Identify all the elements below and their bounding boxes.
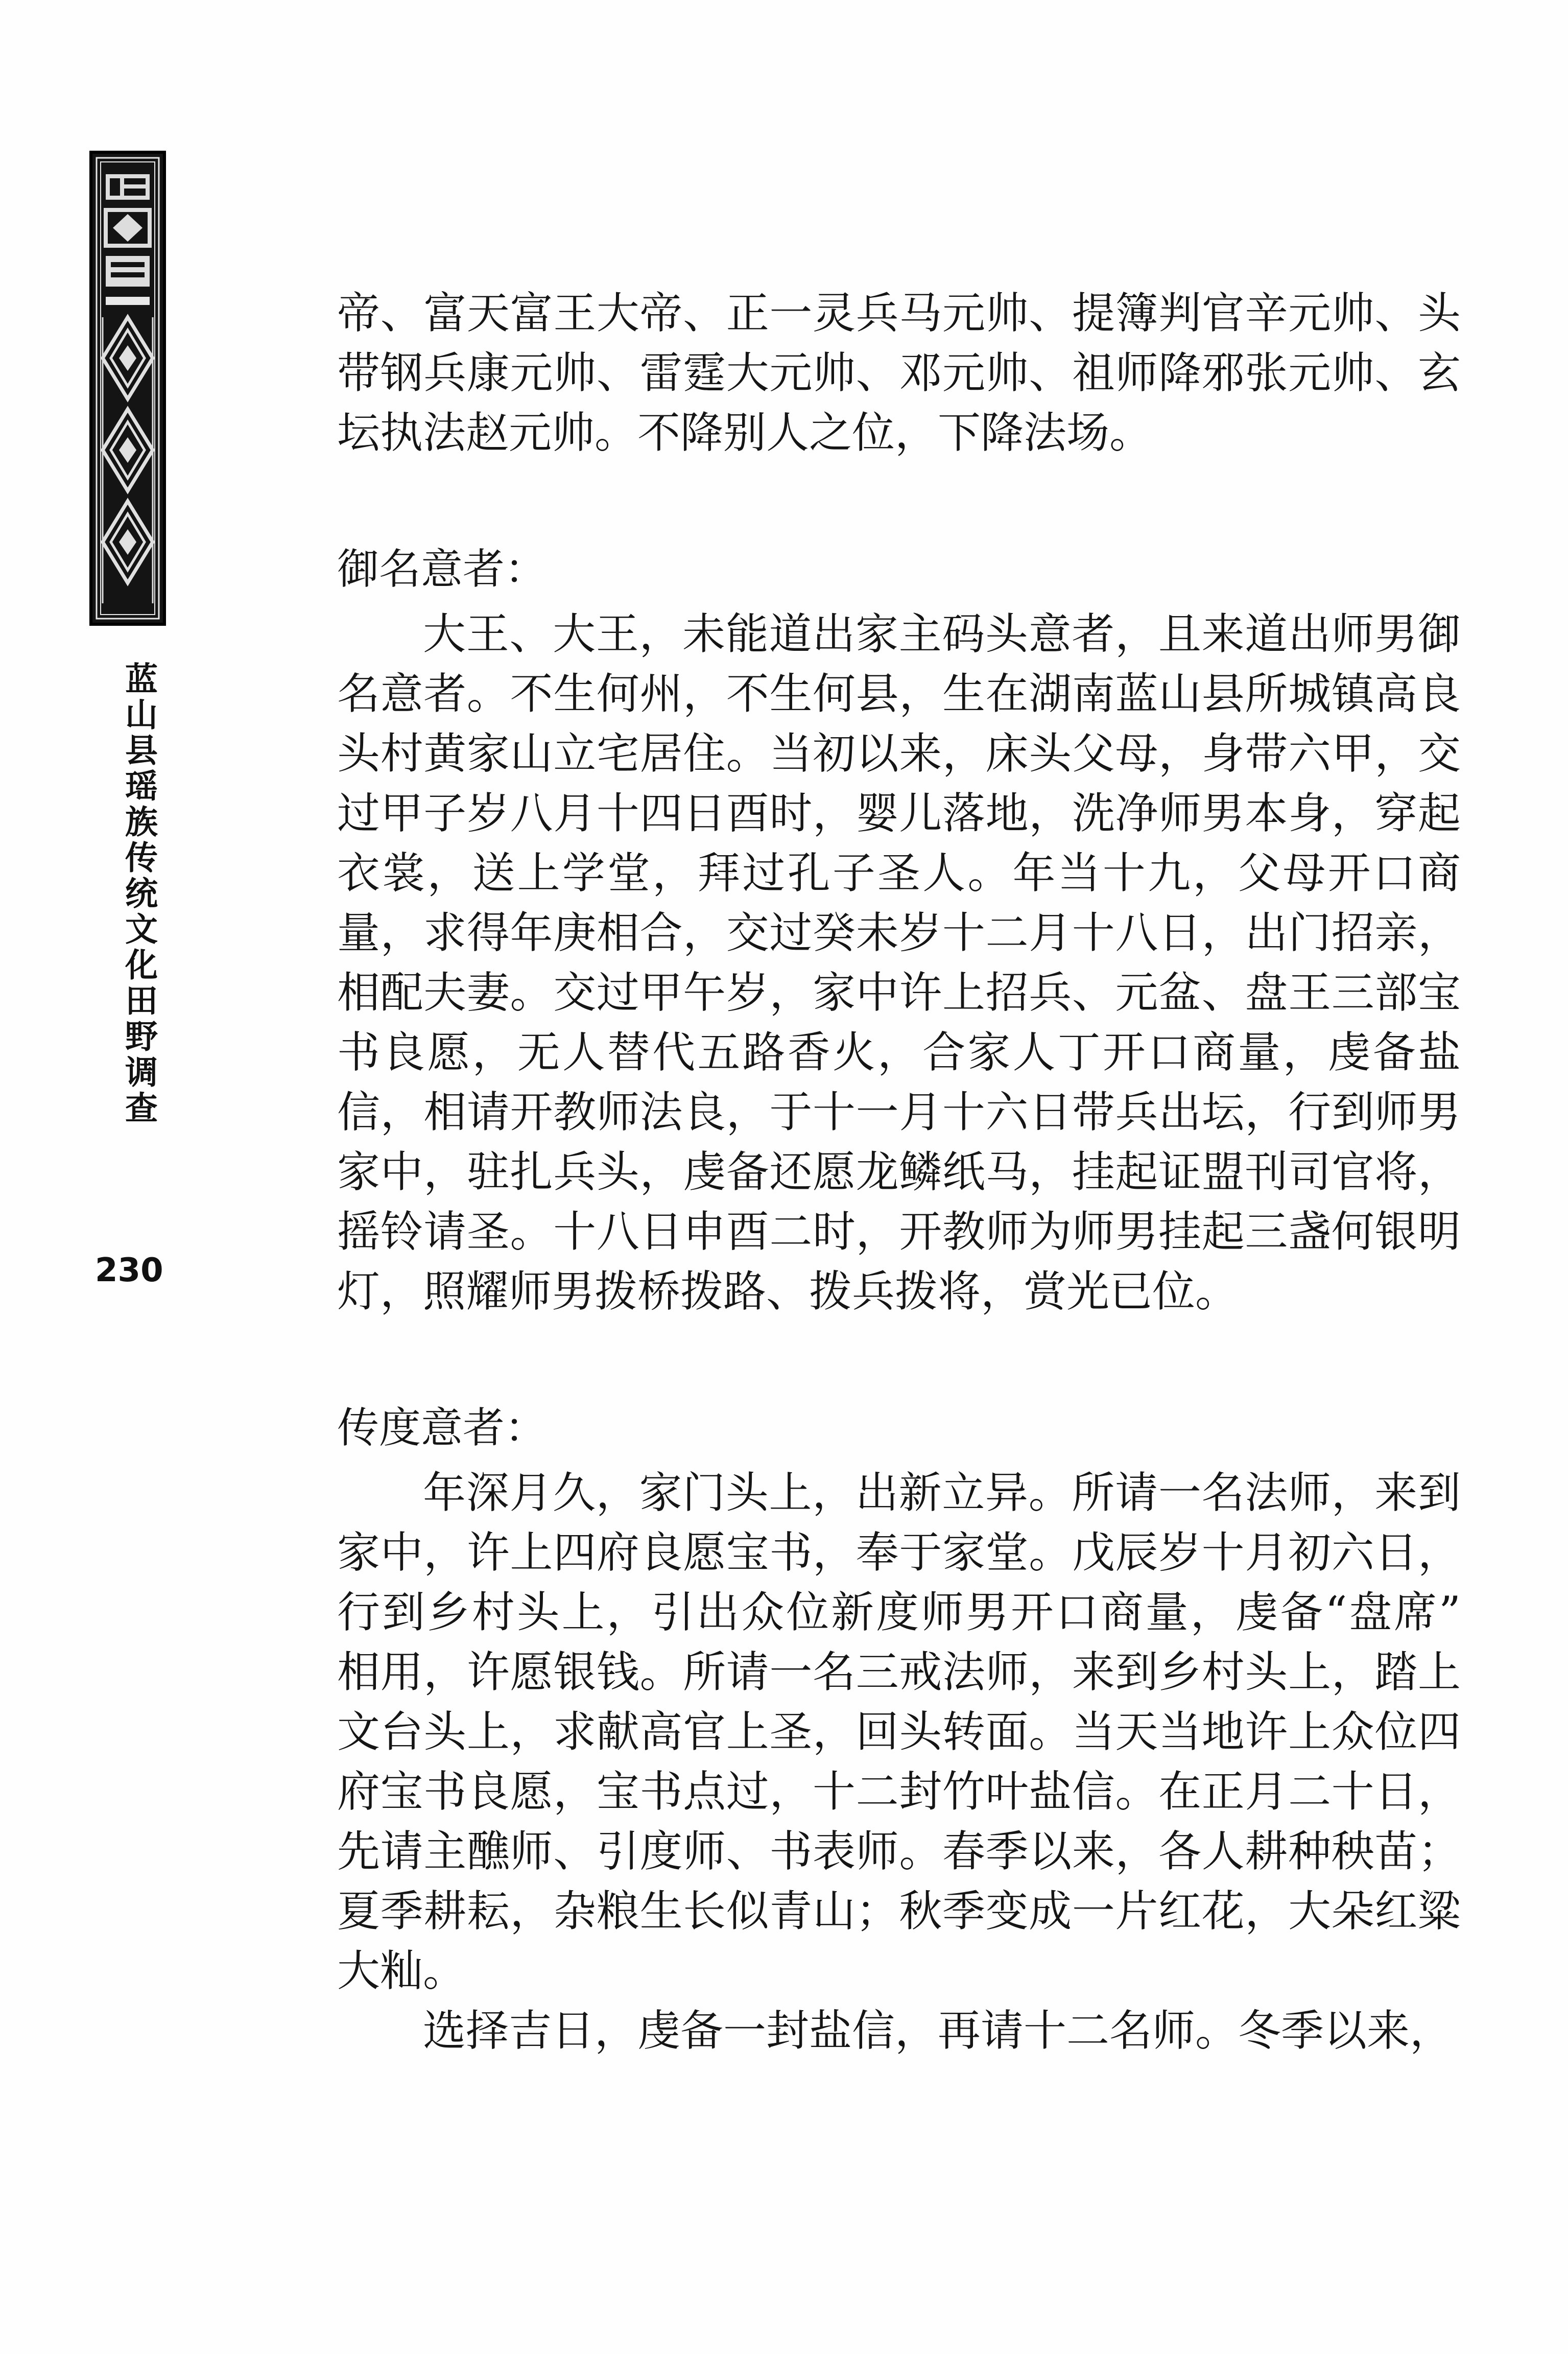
page-number: 230 [95, 1252, 163, 1289]
text-line: 家中，驻扎兵头，虔备还愿龙鳞纸马，挂起证盟刊司官将， [337, 1147, 1461, 1197]
text-line: 夏季耕耘，杂粮生长似青山；秋季变成一片红花，大朵红粱 [337, 1886, 1461, 1936]
text-line: 书良愿，无人替代五路香火，合家人丁开口商量，虔备盐 [337, 1027, 1461, 1077]
text-line: 相用，许愿银钱。所请一名三戒法师，来到乡村头上，踏上 [337, 1647, 1461, 1697]
text-line: 文台头上，求献高官上圣，回头转面。当天当地许上众位四 [337, 1707, 1461, 1757]
text-line: 衣裳，送上学堂，拜过孔子圣人。年当十九，父母开口商 [337, 848, 1461, 898]
section-heading: 御名意者： [337, 545, 547, 594]
text-line: 大王、大王，未能道出家主码头意者，且来道出师男御 [423, 609, 1461, 659]
text-line: 坛执法赵元帅。不降别人之位，下降法场。 [337, 408, 1153, 458]
section-heading: 传度意者： [337, 1404, 547, 1452]
text-line: 选择吉日，虔备一封盐信，再请十二名师。冬季以来， [423, 2006, 1453, 2056]
text-line: 量，求得年庚相合，交过癸未岁十二月十八日，出门招亲， [337, 908, 1461, 958]
main-text [337, 284, 1461, 2061]
text-line: 年深月久，家门头上，出新立异。所请一名法师，来到 [423, 1468, 1461, 1518]
ornament-pattern [92, 154, 163, 623]
text-line: 家中，许上四府良愿宝书，奉于家堂。戊辰岁十月初六日， [337, 1527, 1461, 1578]
text-line: 带钢兵康元帅、雷霆大元帅、邓元帅、祖师降邪张元帅、玄 [337, 348, 1461, 398]
text-line: 头村黄家山立宅居住。当初以来，床头父母，身带六甲，交 [337, 728, 1461, 779]
text-line: 先请主醮师、引度师、书表师。春季以来，各人耕种秧苗； [337, 1826, 1461, 1876]
text-line: 信，相请开教师法良，于十一月十六日带兵出坛，行到师男 [337, 1087, 1461, 1137]
text-line: 大籼。 [337, 1946, 466, 1996]
margin-ornament [89, 151, 166, 626]
text-line: 相配夫妻。交过甲午岁，家中许上招兵、元盆、盘王三部宝 [337, 968, 1461, 1018]
text-line: 名意者。不生何州，不生何县，生在湖南蓝山县所城镇高良 [337, 669, 1461, 719]
running-title: 蓝山县瑶族传统文化田野调查 [120, 662, 157, 1126]
text-line: 府宝书良愿，宝书点过，十二封竹叶盐信。在正月二十日， [337, 1767, 1461, 1817]
text-line: 行到乡村头上，引出众位新度师男开口商量，虔备“盘席” [337, 1587, 1461, 1637]
text-line: 摇铃请圣。十八日申酉二时，开教师为师男挂起三盏何银明 [337, 1207, 1461, 1257]
text-line: 灯，照耀师男拨桥拨路、拨兵拨将，赏光已位。 [337, 1266, 1239, 1316]
text-line: 过甲子岁八月十四日酉时，婴儿落地，洗净师男本身，穿起 [337, 788, 1461, 838]
text-line: 帝、富天富王大帝、正一灵兵马元帅、提簿判官辛元帅、头 [337, 288, 1461, 338]
